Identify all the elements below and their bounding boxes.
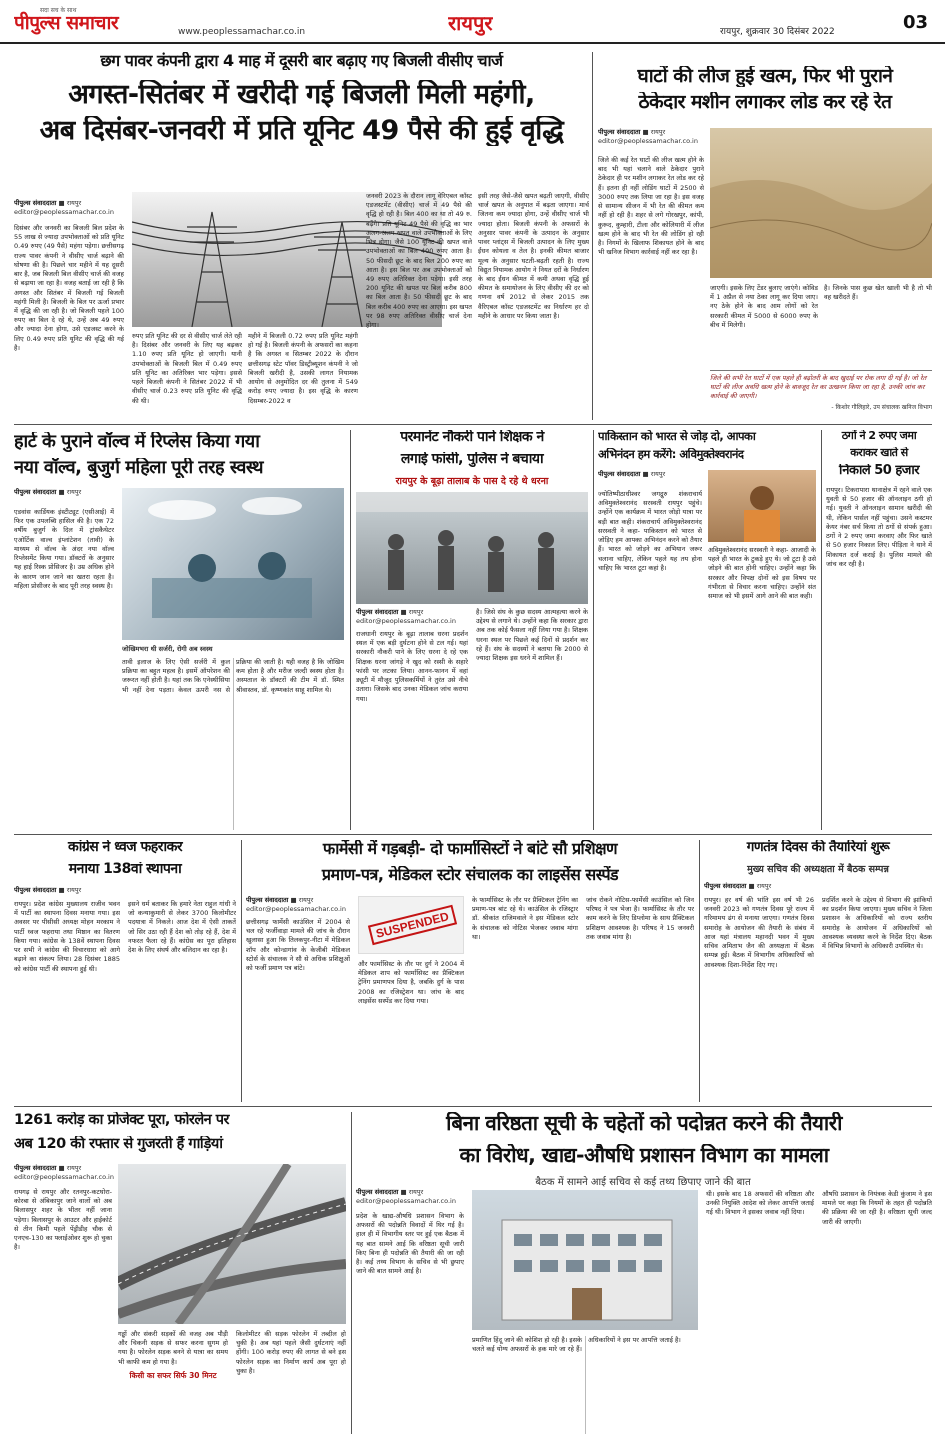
- a10-headline-1: 1261 करोड़ का प्रोजेक्ट पूरा, फोरलेन पर: [14, 1112, 229, 1128]
- a4-byline-name: पीपुल्स संवाददाता: [356, 608, 399, 616]
- a5-col1: ज्योतिष्पीठाधीश्वर जगद्गुरु शंकराचार्य अविमुक्तेश्वरानंद सरस्वती रायपुर पहुंचे। उन्होंने एक कार्यक्रम में भारत जोड़ो यात्रा पर बड़ी बात कही। शंकराचार्य अविमुक्तेश्वरानंद सरस्वती ने कहा- पाकिस्तान को भारत से जोड़िए हम आपका अभिनंदन करने को तैयार हैं। भारत को जोड़ने का अभियान जरूर चलाना चाहिए, लेकिन पहले यह तय होना चाहिए कि भारत टूटा कहां है।: [598, 490, 702, 572]
- a4-headline-1: परमानेंट नौकरी पाने शिक्षक ने: [400, 430, 544, 445]
- a5-headline-1: पाकिस्तान को भारत से जोड़ दो, आपका: [598, 430, 756, 443]
- a8-col3: के फार्मासिस्ट के तौर पर प्रैक्टिकल ट्रेनिंग का प्रमाण-पत्र बांट रहे थे। काउंसिल के रजिस्ट्रार डॉ. श्रीकांत राजिमवाले ने इस मेडिकल स्टोर के संचालक को नोटिस भेजकर जवाब मांगा था।: [472, 896, 578, 941]
- page-number: 03: [903, 12, 929, 33]
- a11-byline-city: रायपुर: [408, 1188, 424, 1196]
- a10-photo-highway: [118, 1164, 346, 1324]
- a7-col1: रायपुर। प्रदेश कांग्रेस मुख्यालय राजीव भवन में पार्टी का स्थापना दिवस मनाया गया। इस अवसर पर पीसीसी अध्यक्ष मोहन मरकाम ने पार्टी ध्वज फहराया तथा मिष्ठान का वितरण किया गया। कांग्रेस के 138वें स्थापना दिवस पर सभी ने कांग्रेस की विचारधारा को आगे बढ़ाने का संकल्प लिया। 28 दिसंबर 1885 को कांग्रेस पार्टी की स्थापना हुई थी।: [14, 900, 120, 973]
- divider: [593, 430, 594, 830]
- a2-photo-sand-ghat: [710, 128, 932, 278]
- a10-headline-2: अब 120 की रफ्तार से गुजरती हैं गाड़ियां: [14, 1136, 223, 1152]
- a1-col2: रुपए प्रति यूनिट की दर से वीसीए चार्ज लेते रही है। दिसंबर और जनवरी के लिए यह बढ़कर 1.10 रुपए प्रति यूनिट हो जाएगी। यानी उपभोक्ताओं के बिजली बिल में 0.49 रुपए प्रति यूनिट का अतिरिक्त भार पड़ेगा। इससे पहले बिजली कंपनी ने सितंबर 2022 में भी वीसीए चार्ज 0.23 रुपए प्रति यूनिट की वृद्धि की थी।: [132, 332, 242, 405]
- a1-kicker: छग पावर कंपनी द्वारा 4 माह में दूसरी बार बढ़ाए गए बिजली वीसीए चार्ज: [100, 52, 503, 70]
- article-fourlane-project: [14, 1112, 346, 1434]
- a11-col1: प्रदेश के खाद्य-औषधि प्रशासन विभाग के अफसरों की पदोन्नति विवादों में घिर गई है। हाल ही में विभागीय स्तर पर हुई एक बैठक में यह बात सामने आई कि वरिष्ठता सूची जारी किए बिना ही पदोन्नति की तैयारी की जा रही है। कई तथ्य विभाग के सचिव से भी छुपाए जाने की बात सामने आई है।: [356, 1212, 464, 1276]
- divider: [699, 840, 700, 1102]
- a1-col1: दिसंबर और जनवरी का बिजली बिल प्रदेश के 55 लाख से ज्यादा उपभोक्ताओं को प्रति यूनिट 0.49 रुपए (49 पैसे) महंगा पड़ेगा। छत्तीसगढ़ राज्य पावर कंपनी ने वीसीए चार्ज बढ़ाने की घोषणा की है। पिछले चार महीने में यह दूसरी बार है, जब बिजली बिल वीसीए चार्ज की वजह से बढ़ाया जा रहा है। वजह बताई जा रही है कि अगस्त और सितंबर में बिजली गई बिजली महंगी मिली है। बिजली के बिल पर ऊर्जा प्रभार में वृद्धि की जा रही है। जो बिजली पहले 100 रुपए का बिल दे रहे थे, उन्हें अब 49 रुपए और ज्यादा देना होगा, उसे एडजस्ट करने के लिए 0.49 रुपए प्रति यूनिट की वृद्धि की गई है।: [14, 224, 124, 352]
- article-congress-foundation: [14, 840, 236, 1102]
- divider: [14, 1106, 932, 1107]
- a8-col2: और फार्मासिस्ट के तौर पर दुर्ग ने 2004 में मेडिकल शाप को फार्मासिस्ट का प्रैक्टिकल ट्रेनिंग प्रमाणपत्र दिया है, जबकि दुर्ग के पास 2008 का रजिस्ट्रेशन था। जांच के बाद लाइसेंस सस्पेंड कर दिया गया।: [358, 960, 464, 1005]
- a2-headline-2: ठेकेदार मशीन लगाकर लोड कर रहे रेत: [638, 92, 892, 113]
- a1-byline-name: पीपुल्स संवाददाता: [14, 199, 57, 207]
- divider: [14, 424, 932, 425]
- a8-col1: छत्तीसगढ़ फार्मेसी काउंसिल में 2004 से चल रहे फर्जीवाड़ा मामले की जांच के दौरान खुलासा हुआ कि तिलकपुर-नीटा में मेडिकल शॉप और कोन्डागांव के केजीबी मेडिकल स्टोर्स के संचालक ने सौ से अधिक प्रशिक्षुओं को फर्जी प्रमाण पत्र बांटे।: [246, 918, 350, 973]
- a1-col3: महीने में बिजली 0.72 रुपए प्रति यूनिट महंगी हो गई है। बिजली कंपनी के अफसरों का कहना है कि अगस्त व सितम्बर 2022 के दौरान छत्तीसगढ़ स्टेट पॉवर डिस्ट्रीब्यूशन कंपनी ने जो बिजली खरीदी है, उसकी लागत नियामक आयोग से अनुमोदित दर की तुलना में 549 करोड़ रुपए ज्यादा है। इस वृद्धि के कारण दिसम्बर-2022 व: [248, 332, 358, 405]
- a8-col4: जांच रोकने नोटिस-फार्मेसी काउंसिल को जिन परिषद ने पत्र भेजा है। फार्मासिस्ट के तौर पर काम करने के लिए डिप्लोमा के साथ प्रैक्टिकल प्रशिक्षण आवश्यक है। परिषद ने 15 जनवरी तक जवाब मांगा है।: [586, 896, 694, 941]
- article-heart-valve: [14, 430, 344, 830]
- a2-byline-name: पीपुल्स संवाददाता: [598, 128, 641, 136]
- a8-email[interactable]: editor@peoplessamachar.co.in: [246, 904, 346, 913]
- a7-byline-city: रायपुर: [66, 886, 82, 894]
- a11-headline-2: का विरोध, खाद्य-औषधि प्रशासन विभाग का मामला: [459, 1144, 829, 1167]
- a4-headline-2: लगाई फांसी, पुलिस ने बचाया: [400, 452, 544, 467]
- article-republic-day: [704, 840, 932, 1102]
- a4-col1: राजधानी रायपुर के बूढ़ा तालाब धरना प्रदर्शन स्थल में एक बड़ी दुर्घटना होने से टल गई। यहां सरकारी नौकरी पाने के लिए धरना दे रहे एक शिक्षक धरना जांगड़े ने खुद को रस्सी के सहारे फांसी पर लटका लिया। आनन-फानन में वहां ड्यूटी में मौजूद पुलिसकर्मियों ने तुरंत उसे नीचे उतारा। जिसके बाद उनका मेडिकल जांच कराया गया।: [356, 630, 468, 703]
- article-shankaracharya: [598, 430, 816, 830]
- a3-byline-name: पीपुल्स संवाददाता: [14, 488, 57, 496]
- article-teacher-protest: [356, 430, 588, 830]
- a3-photo-caption: जोखिमभरा थी सर्जरी, रोगी अब स्वस्थ: [122, 645, 213, 653]
- a10-col2: गड्ढों और संकरी सड़कों की वजह अब पौड़ी और चिकनी सड़क से सफर करना सुगम हो गया है। फोरलेन सड़क बनने से यात्रा का समय भी काफी कम हो गया है।: [118, 1330, 228, 1366]
- masthead: [0, 0, 945, 44]
- a5-byline-city: रायपुर: [650, 470, 666, 478]
- a10-col1: रायगढ़ से रायपुर और रतनपुर-कटघोरा-कोरबा से अंबिकापुर जाने वालों को अब बिलासपुर शहर के भीतर नहीं जाना पड़ेगा। बिलासपुर के आउटर और हाईकोर्ट से तीन किमी पहले पेंड्रीडीह चौक से एनएच-130 का फ्लाईओवर शुरू हो चुका है।: [14, 1188, 112, 1252]
- a7-byline-name: पीपुल्स संवाददाता: [14, 886, 57, 894]
- a8-headline-1: फार्मेसी में गड़बड़ी- दो फार्मासिस्टों ने बांटे सौ प्रशिक्षण: [322, 840, 618, 858]
- a5-col2: अविमुक्तेश्वरानंद सरस्वती ने कहा- आजादी के पहले ही भारत के टुकड़े हुए थे। जो टूटा है उसे जोड़ने की बात होनी चाहिए। उन्होंने कहा कि सरकार और विपक्ष दोनों को इस विषय पर गंभीरता से विचार करना चाहिए। उन्होंने संत समाज को भी इसमें आगे आने की बात कही।: [708, 546, 816, 601]
- divider: [351, 1112, 352, 1434]
- a6-headline-2: कराकर खाते से: [850, 447, 908, 459]
- a2-byline: पीपुल्स संवाददाता ■ रायपुर editor@peoplessamachar.co.in: [598, 128, 698, 145]
- article-electricity: [14, 52, 589, 420]
- a2-quote: जिले की सभी रेत घाटों में एक पहले ही बढ़ोतरी के बाद खुदाई पर रोक लगा दी गई है। जो रेत घाटों की लीज अवधि खत्म होने के बावजूद रेत का उत्खनन किया जा रहा है, उनकी जांच कर कार्रवाई की जाएगी।: [710, 374, 927, 401]
- a11-byline: पीपुल्स संवाददाता ■ रायपुर editor@peoplessamachar.co.in: [356, 1188, 456, 1205]
- a1-email[interactable]: editor@peoplessamachar.co.in: [14, 207, 114, 216]
- a11-subheadline: बैठक में सामने आई सचिव से कई तथ्य छिपाए जाने की बात: [535, 1177, 751, 1188]
- a4-photo-protest: [356, 492, 588, 604]
- article-online-fraud: [826, 430, 932, 830]
- a1-headline-1: अगस्त-सितंबर में खरीदी गई बिजली मिली महंगी,: [68, 80, 535, 110]
- a5-byline: पीपुल्स संवाददाता ■ रायपुर: [598, 470, 666, 478]
- a5-byline-name: पीपुल्स संवाददाता: [598, 470, 641, 478]
- a11-email[interactable]: editor@peoplessamachar.co.in: [356, 1196, 456, 1205]
- a7-headline-1: कांग्रेस ने ध्वज फहराकर: [67, 840, 183, 855]
- a4-byline: पीपुल्स संवाददाता ■ रायपुर editor@peoplessamachar.co.in: [356, 608, 456, 625]
- a2-col2: जाएगी। इसके लिए टेंडर बुलाए जाएंगे। कोविड में 1 अप्रैल से नया ठेका लागू कर दिया जाए। नए ठेके होने के बाद आम लोगों को रेत सरकारी कीमत में 5000 से 6000 रुपए के बीच में मिलेगी।: [710, 284, 818, 329]
- a3-col2: तावी इलाज के लिए ऐसी सर्जरी में कुल प्रक्रिया का बहुत महत्व है। इसमें ऑपरेशन की जरूरत नहीं होती है। यहां तक कि एनेस्थीसिया भी नहीं देना पड़ता। केवल ऊपरी नस से प्रक्रिया की जाती है। यही वजह है कि जोखिम कम होता है और मरीज जल्दी स्वस्थ होता है। अस्पताल के डॉक्टरों की टीम में डॉ. स्मित श्रीवास्तव, डॉ. कृष्णकांत साहू शामिल थे।: [122, 658, 344, 694]
- a1-byline-city: रायपुर: [66, 199, 82, 207]
- divider: [350, 430, 351, 830]
- a9-byline-city: रायपुर: [756, 882, 772, 890]
- a8-suspended-stamp-image: [358, 896, 464, 954]
- a10-byline-city: रायपुर: [66, 1164, 82, 1172]
- a2-col1: जिले की कई रेत घाटों की लीज खत्म होने के बाद भी यहां चलाने वाले ठेकेदार पुराने ठेकेदार ही पर मशीन लगाकर रेत लोड कर रहे हैं। इतना ही नहीं लोडिंग घाटों में 2500 से 3000 रुपए तक लिया जा रहा है। इस वजह से सामान्य सीजन में भी रेत की कीमत कम नहीं हो रही है। शहर से लगे गोरखपुर, कांपी, कुरूद, कुम्हारी, टीला और कोलियारी में लीज खत्म होने के बाद भी रेत की लोडिंग हो रही है। निगमों के खिलाफ शिकायत होने के बाद भी खनिज विभाग कार्रवाई नहीं कर रहा है।: [598, 156, 704, 257]
- a2-col3: है। जिनके पास कुछ खेत खाली भी है तो भी वह खरीदते हैं।: [824, 284, 932, 302]
- a2-email[interactable]: editor@peoplessamachar.co.in: [598, 136, 698, 145]
- a5-photo-shankaracharya: [708, 470, 816, 542]
- a11-col3: थी। इसके बाद 18 अफसरों की वरिष्ठता और उनकी नियुक्ति आदेश को लेकर आपत्ति जताई गई थी। विभाग ने इसका जवाब नहीं दिया।: [706, 1190, 814, 1217]
- a6-col1: रायपुर। टिकरापारा थानाक्षेत्र में रहने वाले एक युवती से 50 हजार की ऑनलाइन ठगी हो गई। युवती ने ऑनलाइन सामान खरीदी की थी, लेकिन पार्सल नहीं पहुंचा। उसने कस्टमर केयर नंबर सर्च किया तो ठगों से संपर्क हुआ। ठगों ने 2 रुपए जमा करवाए और फिर खाते से 50 हजार निकाल लिए। पीड़िता ने थाने में शिकायत दर्ज कराई है। पुलिस मामले की जांच कर रही है।: [826, 486, 932, 568]
- logo-text: पीपुल्स समाचार: [14, 12, 119, 34]
- article-pharmacy: [246, 840, 694, 1102]
- a3-headline-2: नया वॉल्व, बुजुर्ग महिला पूरी तरह स्वस्थ: [14, 458, 264, 478]
- a4-col2: है। जिसे संघ के कुछ सदस्य आत्महत्या करने के उद्देश्य से लगाने थे। उन्होंने कहा कि सरकार द्वारा अब तक कोई फैसला नहीं लिया गया है। शिक्षक धरना स्थल पर पिछले कई दिनों से प्रदर्शन कर रहे हैं। संघ के सदस्यों ने बताया कि 2000 से ज्यादा शिक्षक इस धरने में शामिल हैं।: [476, 608, 588, 663]
- a9-col2: प्रदर्शित करने के उद्देश्य से विभाग की झांकियों का प्रदर्शन किया जाएगा। मुख्य सचिव ने जिला प्रशासन के अधिकारियों को राज्य स्तरीय समारोह के आयोजन में अधिकारियों को आवश्यक व्यवस्था करने के निर्देश दिए। बैठक में विभिन्न विभागों के अधिकारी उपस्थित थे।: [822, 896, 932, 951]
- a10-callout: किसी का सफर सिर्फ 30 मिनट: [118, 1370, 228, 1382]
- a1-col4: जनवरी 2023 के दौरान लागू वेरिएबल कॉस्ट एडजस्टमेंट (वीसीए) चार्ज में 49 पैसे की वृद्धि हो रही है। बिल 400 का था तो 49 रु. बढ़ेंगे। प्रति यूनिट 49 पैसे की वृद्धि का भार अलग-अलग खपत वाले उपभोक्ताओं के लिए भिन्न होगा। जैसे 100 यूनिट की खपत वाले उपभोक्ताओं का बिल 400 रुपए आता है। 50 फीसदी छूट के बाद बिल 200 रुपए का आता है। इस बिल पर अब उपभोक्ताओं को 49 रुपए अतिरिक्त देना पड़ेगा। इसी तरह 200 यूनिट की खपत पर बिल करीब 800 का बिल आता है। 50 फीसदी छूट के बाद बिल करीब 400 रुपए का आएगा। इस खपत पर 98 रुपए अतिरिक्त वीसीए चार्ज देना होगा।: [366, 192, 472, 330]
- divider: [592, 52, 593, 420]
- masthead-dateline: रायपुर, शुक्रवार 30 दिसंबर 2022: [720, 27, 835, 37]
- a8-suspended-stamp: SUSPENDED: [368, 905, 457, 945]
- article-food-drug-promotion: [356, 1112, 932, 1434]
- a1-byline: पीपुल्स संवाददाता ■ रायपुर editor@peoplessamachar.co.in: [14, 199, 114, 216]
- a1-col5: इसी तरह जैसे-जैसे खपत बढ़ती जाएगी, वीसीए चार्ज खपत के अनुपात में बढ़ता जाएगा। मार्च जितना कम ज्यादा होगा, उन्हें वीसीए चार्ज भी ज्यादा होता। बिजली कंपनी के अफसरों के अनुसार पावर कंपनी के उत्पादन के अनुसार पावर प्लांट्स में बिजली उत्पादन के लिए मुख्य ईंधन कोयला व तेल है। इनकी कीमत बाजार मूल्य के अनुसार घटती-बढ़ती रहती है। राज्य विद्युत नियामक आयोग ने नियत दरों के निर्धारण के बाद ईंधन कीमत में कमी अथवा वृद्धि हुई कीमत के समायोजन के लिए वीसीए की दर को गणना वर्ष 2012 से लेकर 2015 तक वैरिएबल कॉस्ट एडजस्टमेंट का निर्धारण हर दो महीने के आधार पर किया जाता है।: [478, 192, 589, 320]
- a7-col2: इसने धर्म बताकर कि हमारे नेता राहुल गांधी ने जो कन्याकुमारी से लेकर 3700 किलोमीटर पदयात्रा में निकले। आज देश में ऐसी ताकतें जो सिर उठा रही हैं देश को तोड़ रहे हैं, देश में नफरत फैला रहे हैं। कांग्रेस का पूरा इतिहास देश के लिए संघर्ष और बलिदान का रहा है।: [128, 900, 236, 955]
- divider: [821, 430, 822, 830]
- a6-headline-1: ठगों ने 2 रुपए जमा: [841, 430, 917, 442]
- a10-byline-name: पीपुल्स संवाददाता: [14, 1164, 57, 1172]
- a5-headline-2: अभिनंदन हम करेंगे: अविमुक्तेश्वरानंद: [598, 448, 744, 461]
- a9-col1: रायपुर। हर वर्ष की भांति इस वर्ष भी 26 जनवरी 2023 को गणतंत्र दिवस पूरे राज्य में गरिमामय ढंग से मनाया जाएगा। गणतंत्र दिवस समारोह के आयोजन की तैयारी के संबंध में आज यहां मंत्रालय महानदी भवन में मुख्य सचिव अमिताभ जैन की अध्यक्षता में बैठक सम्पन्न हुई। बैठक में विभागीय अधिकारियों को आवश्यक दिशा-निर्देश दिए गए।: [704, 896, 814, 969]
- article-sand-ghats: [598, 52, 932, 420]
- a3-byline-city: रायपुर: [66, 488, 82, 496]
- a11-photo-building: [472, 1190, 698, 1330]
- a2-quote-box: [710, 370, 932, 420]
- a2-byline-city: रायपुर: [650, 128, 666, 136]
- masthead-city: रायपुर: [448, 11, 493, 35]
- a4-subheadline: रायपुर के बूढ़ा तालाब के पास दे रहे थे धरना: [395, 476, 549, 487]
- a6-headline-3: निकाले 50 हजार: [838, 464, 920, 478]
- logo-tagline: सदा सच के साथ: [40, 7, 77, 14]
- a8-byline-name: पीपुल्स संवाददाता: [246, 896, 289, 904]
- a3-photo-surgery: [122, 488, 344, 640]
- a7-headline-2: मनाया 138वां स्थापना: [68, 862, 182, 877]
- a10-email[interactable]: editor@peoplessamachar.co.in: [14, 1172, 114, 1181]
- a9-byline-name: पीपुल्स संवाददाता: [704, 882, 747, 890]
- masthead-website[interactable]: www.peoplessamachar.co.in: [178, 27, 306, 37]
- a1-headline-2: अब दिसंबर-जनवरी में प्रति यूनिट 49 पैसे की हुई वृद्धि: [39, 116, 564, 146]
- a4-email[interactable]: editor@peoplessamachar.co.in: [356, 616, 456, 625]
- a10-col3: किलोमीटर की सड़क फोरलेन में तब्दील हो चुकी है। अब यहां पहले जैसी दुर्घटनाएं नहीं होंगी। 100 करोड़ रुपए की लागत से बने इस फोरलेन सड़क का निर्माण कार्य अब पूरा हो चुका है।: [236, 1330, 346, 1375]
- a9-subheadline: मुख्य सचिव की अध्यक्षता में बैठक सम्पन्न: [747, 864, 889, 875]
- a11-byline-name: पीपुल्स संवाददाता: [356, 1188, 399, 1196]
- a9-byline: पीपुल्स संवाददाता ■ रायपुर: [704, 882, 772, 890]
- divider: [14, 834, 932, 835]
- a3-byline: पीपुल्स संवाददाता ■ रायपुर: [14, 488, 82, 496]
- a4-byline-city: रायपुर: [408, 608, 424, 616]
- a9-headline: गणतंत्र दिवस की तैयारियां शुरू: [746, 840, 890, 855]
- a10-byline: पीपुल्स संवाददाता ■ रायपुर editor@peoplessamachar.co.in: [14, 1164, 114, 1181]
- a3-headline-1: हार्ट के पुराने वॉल्व में रिप्लेस किया गया: [14, 432, 260, 452]
- masthead-logo: [14, 6, 164, 36]
- a11-col4: औषधि प्रशासन के नियंत्रक केडी कुंजाम ने इस मामले पर कहा कि नियमों के तहत ही पदोन्नति की प्रक्रिया की जा रही है। वरिष्ठता सूची जल्द जारी की जाएगी।: [822, 1190, 932, 1226]
- a2-headline-1: घाटों की लीज हुई खत्म, फिर भी पुराने: [637, 66, 893, 87]
- a7-byline: पीपुल्स संवाददाता ■ रायपुर: [14, 886, 82, 894]
- a8-headline-2: प्रमाण-पत्र, मेडिकल स्टोर संचालक का लाइसेंस सस्पेंड: [321, 866, 619, 884]
- a3-col1: एडवांस कार्डियक इंस्टीट्यूट (एसीआई) में फिर एक उपलब्धि हासिल की है। एक 72 वर्षीय बुजुर्ग के दिल में ट्रांसकैथेटर एओर्टिक वाल्व इंप्लांटेशन (तावी) के माध्यम से वॉल्व के अंदर नया वॉल्व रिप्लेसमेंट किया गया। डॉक्टरों के अनुसार यह हाई रिस्क प्रोसिजर है। उम्र अधिक होने के कारण जान जाने का खतरा रहता है। महिला प्रोसीजर के बाद पूरी तरह स्वस्थ है।: [14, 508, 114, 590]
- a2-quote-source: - किशोर गौलिहारे, उप संचालक खनिज विभाग: [831, 404, 932, 412]
- a11-col2: प्रमाणित हिंदू जाने की कोशिश हो रही है। इसके चलते कई योग्य अफसरों के हक मारे जा रहे हैं। अधिकारियों ने इस पर आपत्ति जताई है।: [472, 1336, 681, 1354]
- a11-headline-1: बिना वरिष्ठता सूची के चहेतों को पदोन्नत करने की तैयारी: [446, 1112, 842, 1135]
- a8-byline-city: रायपुर: [298, 896, 314, 904]
- a8-byline: पीपुल्स संवाददाता ■ रायपुर editor@peoplessamachar.co.in: [246, 896, 346, 913]
- divider: [241, 840, 242, 1102]
